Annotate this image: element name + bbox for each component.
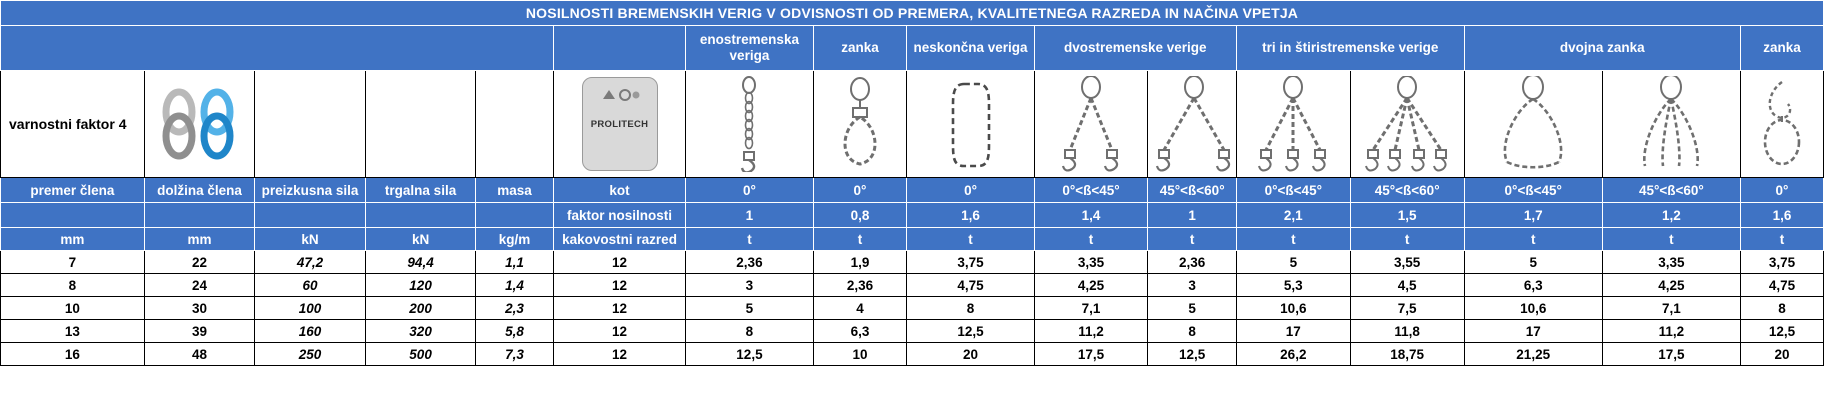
cell-val-4: 3 <box>1148 274 1236 297</box>
factor-dvojna-1: 1,7 <box>1464 203 1602 228</box>
cell-val-5: 5 <box>1236 251 1350 274</box>
four-leg-chain-icon <box>1359 76 1455 172</box>
brand-tag-cell <box>553 71 686 178</box>
unit-dvo-1: t <box>1034 228 1148 251</box>
col-header-preizkusna: preizkusna sila <box>255 178 366 203</box>
single-leg-cell <box>686 71 813 178</box>
cell-val-7: 5 <box>1464 251 1602 274</box>
angle-dvojna-2: 45°<ß<60° <box>1602 178 1740 203</box>
cell-val-8: 4,25 <box>1602 274 1740 297</box>
blank-cell-2 <box>365 71 476 178</box>
cell-val-6: 11,8 <box>1350 320 1464 343</box>
cell-val-5: 17 <box>1236 320 1350 343</box>
cell-preizkusna: 250 <box>255 343 366 366</box>
table-row <box>1 320 1824 343</box>
factor-enostremenska: 1 <box>686 203 813 228</box>
cell-preizkusna: 60 <box>255 274 366 297</box>
group-header-neskoncna: neskončna veriga <box>907 26 1034 71</box>
col-header-dolzina: dolžina člena <box>144 178 255 203</box>
blank-cell-1 <box>255 71 366 178</box>
angle-dvo-1: 0°<ß<45° <box>1034 178 1148 203</box>
cell-val-8: 11,2 <box>1602 320 1740 343</box>
double-loop-cell-b <box>1602 71 1740 178</box>
angle-zanka-1: 0° <box>813 178 907 203</box>
angle-tri-1: 0°<ß<45° <box>1236 178 1350 203</box>
two-leg-cell-a <box>1034 71 1148 178</box>
unit-trgalna: kN <box>365 228 476 251</box>
group-header-tri-stiri: tri in štiristremenske verige <box>1236 26 1464 71</box>
factor-spacer-3 <box>255 203 366 228</box>
unit-row <box>1 228 1824 251</box>
cell-val-6: 3,55 <box>1350 251 1464 274</box>
cell-val-4: 5 <box>1148 297 1236 320</box>
cell-val-4: 2,36 <box>1148 251 1236 274</box>
cell-val-5: 10,6 <box>1236 297 1350 320</box>
cell-razred: 12 <box>553 251 686 274</box>
cell-val-0: 2,36 <box>686 251 813 274</box>
cell-val-2: 20 <box>907 343 1034 366</box>
double-loop-cell-a <box>1464 71 1602 178</box>
four-leg-cell <box>1350 71 1464 178</box>
cell-masa: 5,8 <box>476 320 553 343</box>
cell-trgalna: 120 <box>365 274 476 297</box>
cell-val-8: 17,5 <box>1602 343 1740 366</box>
cell-premer: 10 <box>1 297 145 320</box>
cell-premer: 13 <box>1 320 145 343</box>
unit-premer: mm <box>1 228 145 251</box>
cell-val-9: 8 <box>1740 297 1823 320</box>
factor-dvojna-2: 1,2 <box>1602 203 1740 228</box>
cell-preizkusna: 47,2 <box>255 251 366 274</box>
factor-row <box>1 203 1824 228</box>
cell-masa: 7,3 <box>476 343 553 366</box>
unit-dvojna-2: t <box>1602 228 1740 251</box>
cell-val-1: 4 <box>813 297 907 320</box>
three-leg-cell <box>1236 71 1350 178</box>
cell-val-5: 5,3 <box>1236 274 1350 297</box>
cell-val-6: 18,75 <box>1350 343 1464 366</box>
angle-enostremenska: 0° <box>686 178 813 203</box>
illustration-row <box>1 71 1824 178</box>
col-header-trgalna: trgalna sila <box>365 178 476 203</box>
param-label-kot: kot <box>553 178 686 203</box>
table-title-row <box>1 1 1824 26</box>
cell-val-9: 3,75 <box>1740 251 1823 274</box>
angle-zanka-2: 0° <box>1740 178 1823 203</box>
unit-zanka-2: t <box>1740 228 1823 251</box>
cell-dolzina: 39 <box>144 320 255 343</box>
cell-trgalna: 200 <box>365 297 476 320</box>
cell-masa: 1,4 <box>476 274 553 297</box>
endless-chain-icon <box>951 76 991 172</box>
loop-cell-1 <box>813 71 907 178</box>
group-header-empty-left <box>1 26 554 71</box>
chain-loop-icon <box>1754 76 1810 172</box>
angle-neskoncna: 0° <box>907 178 1034 203</box>
unit-dvo-2: t <box>1148 228 1236 251</box>
factor-spacer-4 <box>365 203 476 228</box>
cell-preizkusna: 100 <box>255 297 366 320</box>
factor-tri-2: 1,5 <box>1350 203 1464 228</box>
factor-zanka-1: 0,8 <box>813 203 907 228</box>
cell-masa: 2,3 <box>476 297 553 320</box>
cell-val-2: 4,75 <box>907 274 1034 297</box>
angle-dvo-2: 45°<ß<60° <box>1148 178 1236 203</box>
cell-val-2: 8 <box>907 297 1034 320</box>
two-leg-cell-b <box>1148 71 1236 178</box>
unit-preizkusna: kN <box>255 228 366 251</box>
cell-trgalna: 94,4 <box>365 251 476 274</box>
group-header-dvojna-zanka: dvojna zanka <box>1464 26 1740 71</box>
single-leg-chain-icon <box>726 76 772 172</box>
cell-val-4: 12,5 <box>1148 343 1236 366</box>
safety-factor-label: varnostni faktor 4 <box>1 71 145 178</box>
cell-val-0: 8 <box>686 320 813 343</box>
unit-masa: kg/m <box>476 228 553 251</box>
chain-loop-icon <box>831 76 889 172</box>
double-loop-chain-icon <box>1487 76 1579 172</box>
cell-val-8: 3,35 <box>1602 251 1740 274</box>
group-header-enostremenska: enostremenska veriga <box>686 26 813 71</box>
cell-razred: 12 <box>553 274 686 297</box>
cell-razred: 12 <box>553 320 686 343</box>
cell-val-2: 3,75 <box>907 251 1034 274</box>
factor-tri-1: 2,1 <box>1236 203 1350 228</box>
table-row <box>1 251 1824 274</box>
col-header-premer: premer člena <box>1 178 145 203</box>
cell-premer: 8 <box>1 274 145 297</box>
cell-val-7: 6,3 <box>1464 274 1602 297</box>
cell-val-8: 7,1 <box>1602 297 1740 320</box>
table-row <box>1 343 1824 366</box>
unit-tri-1: t <box>1236 228 1350 251</box>
unit-zanka-1: t <box>813 228 907 251</box>
cell-val-1: 6,3 <box>813 320 907 343</box>
cell-val-3: 17,5 <box>1034 343 1148 366</box>
cell-razred: 12 <box>553 297 686 320</box>
double-loop-chain-wide-icon <box>1621 76 1721 172</box>
cell-val-3: 4,25 <box>1034 274 1148 297</box>
factor-neskoncna: 1,6 <box>907 203 1034 228</box>
id-tag-icon <box>582 77 658 171</box>
param-label-kakovostni: kakovostni razred <box>553 228 686 251</box>
cell-val-3: 11,2 <box>1034 320 1148 343</box>
cell-val-1: 2,36 <box>813 274 907 297</box>
cell-val-0: 3 <box>686 274 813 297</box>
table-row <box>1 297 1824 320</box>
cell-razred: 12 <box>553 343 686 366</box>
brand-tag-text: PROLITECH <box>590 118 649 130</box>
cell-val-9: 12,5 <box>1740 320 1823 343</box>
cell-val-6: 4,5 <box>1350 274 1464 297</box>
unit-dvojna-1: t <box>1464 228 1602 251</box>
param-label-faktor: faktor nosilnosti <box>553 203 686 228</box>
cell-preizkusna: 160 <box>255 320 366 343</box>
tag-hole-icon <box>597 88 643 102</box>
cell-val-1: 10 <box>813 343 907 366</box>
factor-spacer-2 <box>144 203 255 228</box>
cell-trgalna: 500 <box>365 343 476 366</box>
unit-tri-2: t <box>1350 228 1464 251</box>
angle-dvojna-1: 0°<ß<45° <box>1464 178 1602 203</box>
angle-row <box>1 178 1824 203</box>
cell-dolzina: 22 <box>144 251 255 274</box>
unit-dolzina: mm <box>144 228 255 251</box>
cell-val-6: 7,5 <box>1350 297 1464 320</box>
factor-zanka-2: 1,6 <box>1740 203 1823 228</box>
cell-dolzina: 48 <box>144 343 255 366</box>
chain-links-cell <box>144 71 255 178</box>
two-leg-chain-icon <box>1048 76 1134 172</box>
cell-val-7: 17 <box>1464 320 1602 343</box>
cell-premer: 7 <box>1 251 145 274</box>
cell-val-5: 26,2 <box>1236 343 1350 366</box>
endless-chain-cell <box>907 71 1034 178</box>
table-row <box>1 274 1824 297</box>
group-header-zanka-2: zanka <box>1740 26 1823 71</box>
cell-dolzina: 30 <box>144 297 255 320</box>
three-leg-chain-icon <box>1248 76 1338 172</box>
angle-tri-2: 45°<ß<60° <box>1350 178 1464 203</box>
page-title: NOSILNOSTI BREMENSKIH VERIG V ODVISNOSTI OD PREMERA, KVALITETNEGA RAZREDA IN NAČINA VPETJA <box>1 1 1824 26</box>
unit-neskoncna: t <box>907 228 1034 251</box>
cell-val-0: 12,5 <box>686 343 813 366</box>
cell-masa: 1,1 <box>476 251 553 274</box>
group-header-dvostremenske: dvostremenske verige <box>1034 26 1236 71</box>
chain-links-icon <box>153 88 245 160</box>
cell-dolzina: 24 <box>144 274 255 297</box>
cell-val-2: 12,5 <box>907 320 1034 343</box>
group-header-zanka-1: zanka <box>813 26 907 71</box>
blank-cell-3 <box>476 71 553 178</box>
cell-trgalna: 320 <box>365 320 476 343</box>
cell-premer: 16 <box>1 343 145 366</box>
factor-spacer-5 <box>476 203 553 228</box>
cell-val-9: 20 <box>1740 343 1823 366</box>
cell-val-9: 4,75 <box>1740 274 1823 297</box>
unit-enostremenska: t <box>686 228 813 251</box>
cell-val-1: 1,9 <box>813 251 907 274</box>
factor-dvo-2: 1 <box>1148 203 1236 228</box>
group-header-row <box>1 26 1824 71</box>
cell-val-7: 10,6 <box>1464 297 1602 320</box>
factor-spacer-1 <box>1 203 145 228</box>
two-leg-chain-wide-icon <box>1148 76 1240 172</box>
cell-val-4: 8 <box>1148 320 1236 343</box>
cell-val-3: 7,1 <box>1034 297 1148 320</box>
group-header-quality <box>553 26 686 71</box>
cell-val-3: 3,35 <box>1034 251 1148 274</box>
cell-val-7: 21,25 <box>1464 343 1602 366</box>
col-header-masa: masa <box>476 178 553 203</box>
factor-dvo-1: 1,4 <box>1034 203 1148 228</box>
loop-cell-2 <box>1740 71 1823 178</box>
cell-val-0: 5 <box>686 297 813 320</box>
